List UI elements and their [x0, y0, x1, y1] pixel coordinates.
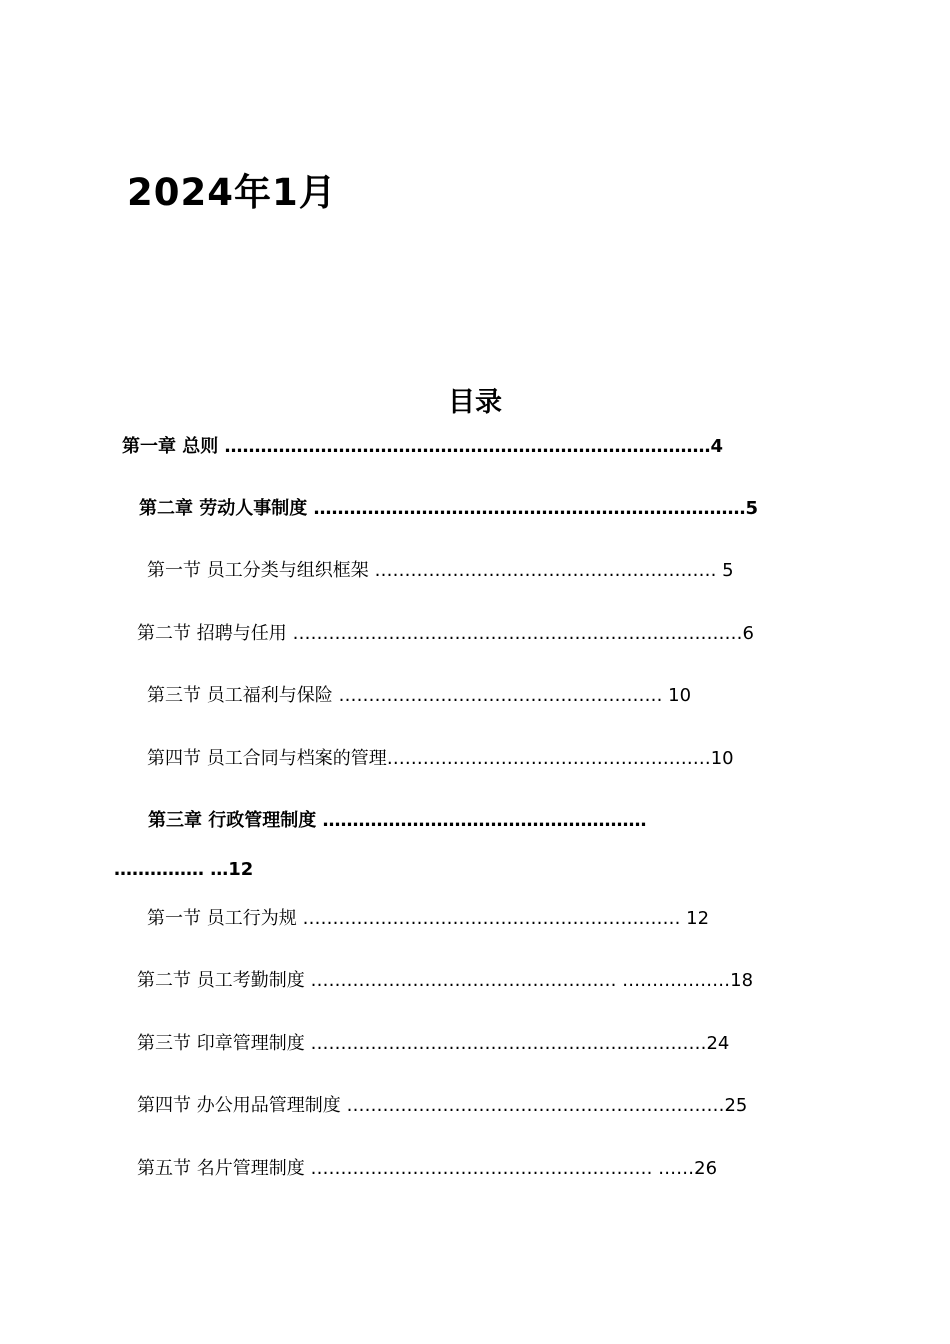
toc-chapter-3[interactable]: 第三章 行政管理制度 ……………………………………………… — [148, 810, 647, 831]
toc-section-2-3[interactable]: 第三节 员工福利与保险 ……………………………………………… 10 — [147, 685, 692, 706]
toc-section-3-1[interactable]: 第一节 员工行为规 ……………………………………………………… 12 — [147, 908, 710, 929]
toc-section-2-4[interactable]: 第四节 员工合同与档案的管理………………………………………………10 — [147, 748, 734, 769]
toc-section-3-5[interactable]: 第五节 名片管理制度 ………………………………………………… ……26 — [137, 1158, 718, 1179]
cover-date: 2024年1月 — [127, 171, 337, 214]
toc-section-3-4[interactable]: 第四节 办公用品管理制度 ………………………………………………………25 — [137, 1095, 748, 1116]
toc-chapter-2[interactable]: 第二章 劳动人事制度 ………………………………………………………………5 — [139, 498, 759, 519]
toc-title: 目录 — [448, 387, 502, 418]
toc-section-2-2[interactable]: 第二节 招聘与任用 …………………………………………………………………6 — [137, 623, 754, 644]
toc-section-3-2[interactable]: 第二节 员工考勤制度 …………………………………………… ………………18 — [137, 970, 754, 991]
toc-section-3-3[interactable]: 第三节 印章管理制度 …………………………………………………………24 — [137, 1033, 730, 1054]
toc-chapter-3-continued[interactable]: …………… …12 — [114, 859, 254, 880]
toc-chapter-1[interactable]: 第一章 总则 ………………………………………………………………………4 — [122, 436, 724, 457]
toc-section-2-1[interactable]: 第一节 员工分类与组织框架 ………………………………………………… 5 — [147, 560, 734, 581]
